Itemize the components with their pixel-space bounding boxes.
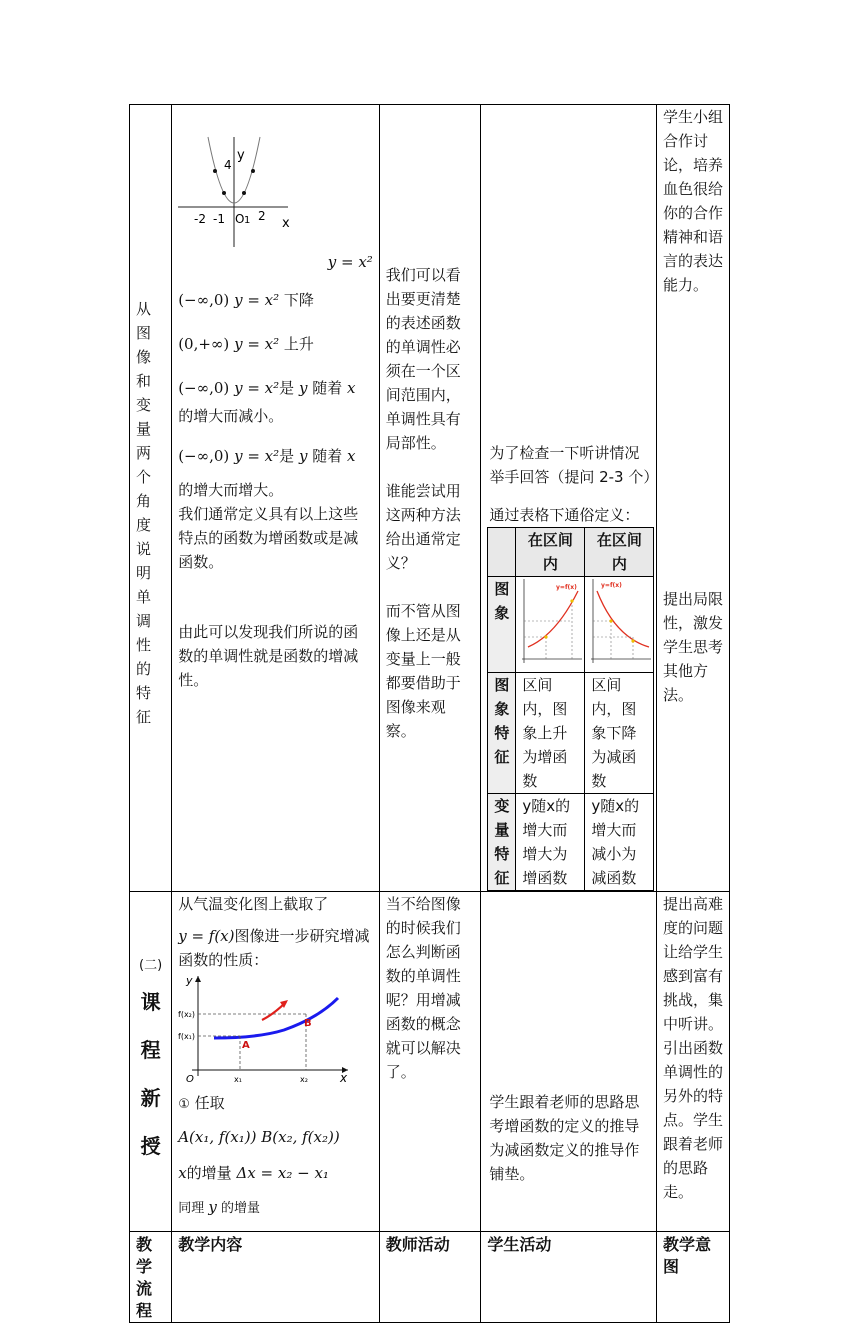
graph-equation: y = x² [327,253,373,271]
svg-text:y=f(x): y=f(x) [556,584,578,591]
student-text-a: 为了检查一下听讲情况举手回答（提问 2-3 个） [489,444,659,486]
teacher-cell [379,892,481,1232]
svg-text:f(x₁): f(x₁) [178,1032,196,1041]
header-student: 学生活动 [481,1232,657,1323]
svg-text:x: x [340,1071,348,1084]
parabola-graph [178,129,348,249]
tick-label: O [235,212,245,226]
svg-text:A: A [242,1040,250,1051]
x-increment: x的增量 Δx = x₂ − x₁ [178,1164,329,1182]
svg-text:x₂: x₂ [300,1075,309,1084]
intent-cell [656,892,729,1232]
content-cell [172,892,380,1232]
svg-text:y=f(x): y=f(x) [601,582,623,589]
line-4: (−∞,0) y = x²是 y 随着 x [178,447,356,465]
header-teacher: 教师活动 [379,1232,481,1323]
teacher-cell [379,105,481,892]
tick-label: -1 [213,212,226,226]
lesson-plan-table [129,104,730,1323]
student-cell [481,892,657,1232]
tick-label: 1 [244,215,251,226]
content-cell [172,105,380,892]
line-3-tail: 的增大而减小。 [178,407,284,425]
flow-text: 从图像和变量两个角度说明单调性的特征 [136,300,152,726]
line-2: (0,+∞) y = x² 上升 [178,335,314,353]
student-cell [481,105,657,892]
axis-label: x [282,216,290,231]
teacher-text-a: 我们可以看出要更清楚的表述函数的单调性必须在一个区间范围内，单调性具有局部性。 [385,266,461,452]
intent-text-b: 提出局限性，激发学生思考其他方法。 [662,590,723,704]
decreasing-mini-graph [585,577,653,665]
table-header-row [130,1232,730,1323]
line-4-tail: 的增大而增大。 [178,481,284,499]
conclusion-paragraph: 由此可以发现我们所说的函数的单调性就是函数的增减性。 [178,623,359,689]
tick-label: -2 [194,212,207,226]
points-ab: A(x₁, f(x₁)) B(x₂, f(x₂)) [178,1128,340,1146]
svg-text:O: O [186,1074,195,1084]
flow-char: 课 [140,989,161,1014]
flow-cell [130,892,172,1232]
header-content: 教学内容 [172,1232,380,1323]
increasing-function-graph [178,972,354,1084]
axis-label: y [237,148,245,163]
svg-text:B: B [304,1018,312,1029]
intent-text: 提出高难度的问题让给学生感到富有挑战，集中听讲。引出函数单调性的另外的特点。学生跟着老师的思路走。 [662,895,723,1201]
table-row [130,892,730,1232]
teacher-text: 当不给图像的时候我们怎么判断函数的单调性呢？用增减函数的概念就可以解决了。 [385,895,461,1081]
student-text: 学生跟着老师的思路思考增函数的定义的推导为减函数定义的推导作铺垫。 [489,1093,640,1183]
flow-char: 程 [140,1037,161,1062]
flow-cell [130,105,172,892]
tick-label: 4 [224,158,232,172]
student-text-b: 通过表格下通俗定义： [489,506,640,524]
content-text-a: 从气温变化图上截取了 [178,895,329,913]
increasing-mini-graph [516,577,584,665]
flow-char: 新 [140,1085,161,1110]
svg-text:f(x₂): f(x₂) [178,1010,196,1019]
line-1: (−∞,0) y = x² 下降 [178,291,314,309]
step-1: ① 任取 [178,1094,225,1112]
line-3: (−∞,0) y = x²是 y 随着 x [178,379,356,397]
content-text-b: y = f(x)图像进一步研究增减函数的性质： [178,927,370,969]
teacher-text-c: 而不管从图像上还是从变量上一般都要借助于图像来观察。 [385,602,461,740]
tick-label: 2 [258,209,266,223]
flow-number: (二) [139,957,163,973]
svg-text:y: y [186,974,193,987]
intent-cell [656,105,729,892]
teacher-text-b: 谁能尝试用这两种方法给出通常定义？ [385,482,461,572]
table-row [130,105,730,892]
y-increment: 同理 y 的增量 [178,1198,260,1216]
svg-text:x₁: x₁ [234,1075,243,1084]
definition-table: 在区间内 在区间内 图象 y=f(x) y=f(x) 图象特征 区间内，图象上升为增函数 区间内，图象下降为减函数 变量特征 y随x的增大而增大为增函数 y随x的增大而减小为减函数 [487,527,654,891]
flow-char: 授 [140,1133,161,1158]
definition-paragraph: 我们通常定义具有以上这些特点的函数为增函数或是减函数。 [178,505,359,571]
header-intent: 教学意图 [656,1232,729,1323]
intent-text-a: 学生小组合作讨论，培养血色很给你的合作精神和语言的表达能力。 [662,108,723,294]
header-flow: 教学流程 [130,1232,172,1323]
